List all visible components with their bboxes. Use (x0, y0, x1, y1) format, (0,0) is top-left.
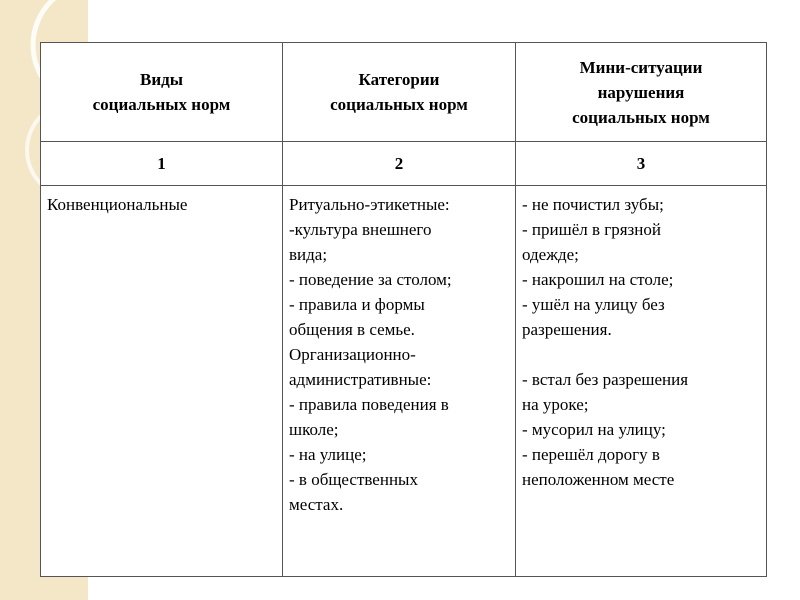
situation-line: - пришёл в грязной (522, 220, 661, 239)
situation-line: одежде; (522, 245, 579, 264)
column-number: 3 (516, 142, 767, 186)
category-line: местах. (289, 495, 344, 514)
situation-line: - перешёл дорогу в (522, 445, 660, 464)
situation-line: - ушёл на улицу без (522, 295, 665, 314)
category-line: -культура внешнего (289, 220, 432, 239)
column-number-row (41, 142, 767, 186)
category-line: административные: (289, 370, 432, 389)
situation-line: неположенном месте (522, 470, 675, 489)
situation-line: разрешения. (522, 320, 612, 339)
category-line: вида; (289, 245, 328, 264)
social-norms-table (40, 42, 767, 577)
norm-type-cell (41, 186, 283, 577)
situation-line: на уроке; (522, 395, 589, 414)
column-number: 1 (41, 142, 283, 186)
category-line: школе; (289, 420, 339, 439)
category-line: общения в семье. (289, 320, 415, 339)
category-line: Организационно- (289, 345, 416, 364)
situation-line: - накрошил на столе; (522, 270, 674, 289)
category-line: - правила поведения в (289, 395, 449, 414)
table-row (41, 186, 767, 577)
situation-line: - не почистил зубы; (522, 195, 664, 214)
blank-line (522, 342, 760, 367)
header-situations: Мини-ситуации нарушения социальных норм (516, 43, 767, 142)
category-line: Ритуально-этикетные: (289, 195, 450, 214)
table-header-row (41, 43, 767, 142)
category-line: - на улице; (289, 445, 367, 464)
situation-line: - мусорил на улицу; (522, 420, 666, 439)
category-line: - в общественных (289, 470, 418, 489)
category-line: - правила и формы (289, 295, 425, 314)
situation-line: - встал без разрешения (522, 370, 689, 389)
norm-type: Конвенциональные (47, 195, 188, 214)
norm-categories-cell (283, 186, 516, 577)
category-line: - поведение за столом; (289, 270, 452, 289)
header-categories: Категории социальных норм (283, 43, 516, 142)
column-number: 2 (283, 142, 516, 186)
mini-situations-cell (516, 186, 767, 577)
header-types: Виды социальных норм (41, 43, 283, 142)
